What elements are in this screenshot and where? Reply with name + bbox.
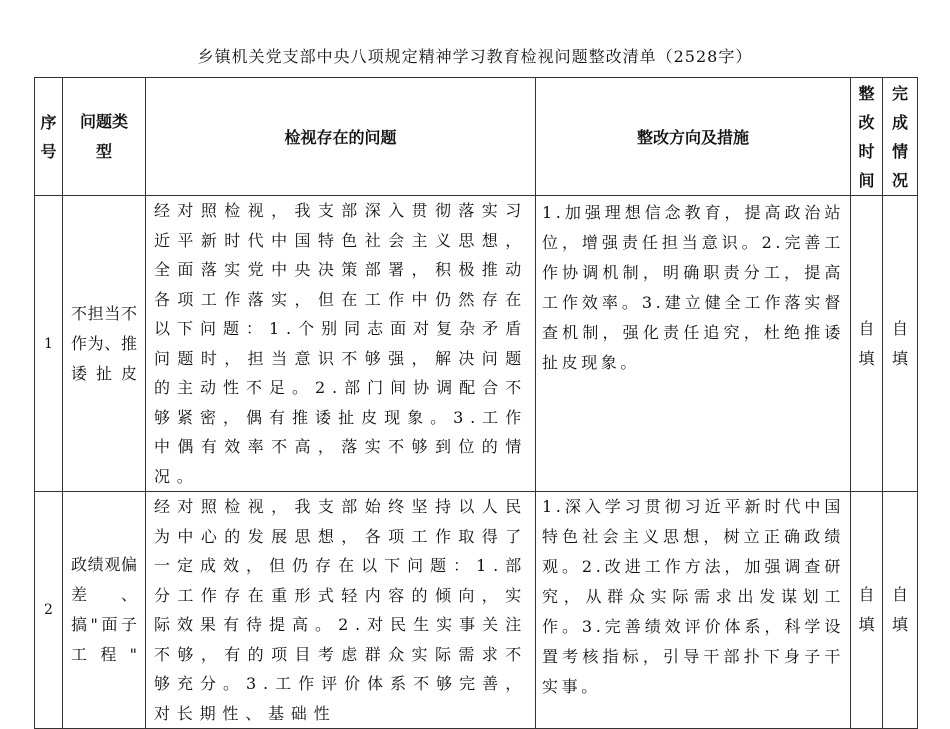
rectification-table: [34, 77, 918, 729]
table-header-row: [35, 78, 918, 196]
row-measures: 1.加强理想信念教育，提高政治站位，增强责任担当意识。2.完善工作协调机制，明确职责分工，提高工作效率。3.建立健全工作落实督查机制，强化责任追究，杜绝推诿扯皮现象。: [536, 196, 851, 492]
row-status: 自填: [883, 492, 918, 729]
row-time: 自填: [851, 492, 883, 729]
row-type: 不担当不作为、推诿扯皮: [63, 196, 146, 492]
header-seq: 序号: [35, 78, 63, 196]
row-problem: 经对照检视，我支部始终坚持以人民为中心的发展思想，各项工作取得了一定成效，但仍存在以下问题：1.部分工作存在重形式轻内容的倾向，实际效果有待提高。2.对民生实事关注不够，有的项目考虑群众实际需求不够充分。3.工作评价体系不够完善，对长期性、基础性: [146, 492, 536, 729]
header-time: 整改时间: [851, 78, 883, 196]
row-seq: 2: [35, 492, 63, 729]
row-time: 自填: [851, 196, 883, 492]
document-title: 乡镇机关党支部中央八项规定精神学习教育检视问题整改清单（2528字）: [197, 47, 753, 66]
table-row: [35, 492, 918, 729]
row-measures: 1.深入学习贯彻习近平新时代中国特色社会主义思想，树立正确政绩观。2.改进工作方法，加强调查研究，从群众实际需求出发谋划工作。3.完善绩效评价体系，科学设置考核指标，引导干部扑下身子干实事。: [536, 492, 851, 729]
row-status: 自填: [883, 196, 918, 492]
header-status: 完成情况: [883, 78, 918, 196]
row-seq: 1: [35, 196, 63, 492]
header-problem: 检视存在的问题: [146, 78, 536, 196]
header-measures: 整改方向及措施: [536, 78, 851, 196]
row-type: 政绩观偏差、搞"面子工程": [63, 492, 146, 729]
row-problem: 经对照检视，我支部深入贯彻落实习近平新时代中国特色社会主义思想，全面落实党中央决策部署，积极推动各项工作落实，但在工作中仍然存在以下问题：1.个别同志面对复杂矛盾问题时，担当意识不够强，解决问题的主动性不足。2.部门间协调配合不够紧密，偶有推诿扯皮现象。3.工作中偶有效率不高，落实不够到位的情况。: [146, 196, 536, 492]
table-row: [35, 196, 918, 492]
header-type: 问题类型: [63, 78, 146, 196]
